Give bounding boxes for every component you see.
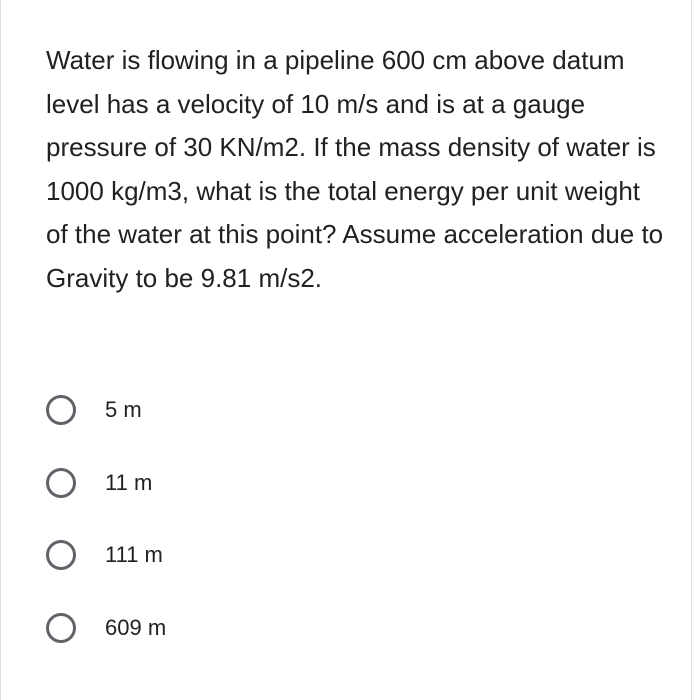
radio-button-icon[interactable] [46, 468, 76, 498]
answer-options [46, 390, 646, 680]
option-label: 609 m [105, 614, 167, 640]
option-label: 111 m [105, 542, 163, 567]
option-111m[interactable] [46, 535, 646, 575]
radio-button-icon[interactable] [46, 395, 76, 425]
option-609m[interactable] [46, 608, 646, 648]
question-text: Water is flowing in a pipeline 600 cm above datum level has a velocity of 10 m/s and is at a gauge pressure of 30 KN/m2. If the mass density of water is 1000 kg/m3, what is the total energy per unit weight of the water at this point? Assume acceleration due to Gravity to be 9.81 m/s2. [46, 45, 664, 293]
option-label: 5 m [105, 397, 142, 422]
option-label: 11 m [105, 469, 153, 495]
option-11m[interactable] [46, 463, 646, 503]
option-5m[interactable] [46, 390, 646, 430]
radio-button-icon[interactable] [46, 613, 76, 643]
radio-button-icon[interactable] [46, 540, 76, 570]
